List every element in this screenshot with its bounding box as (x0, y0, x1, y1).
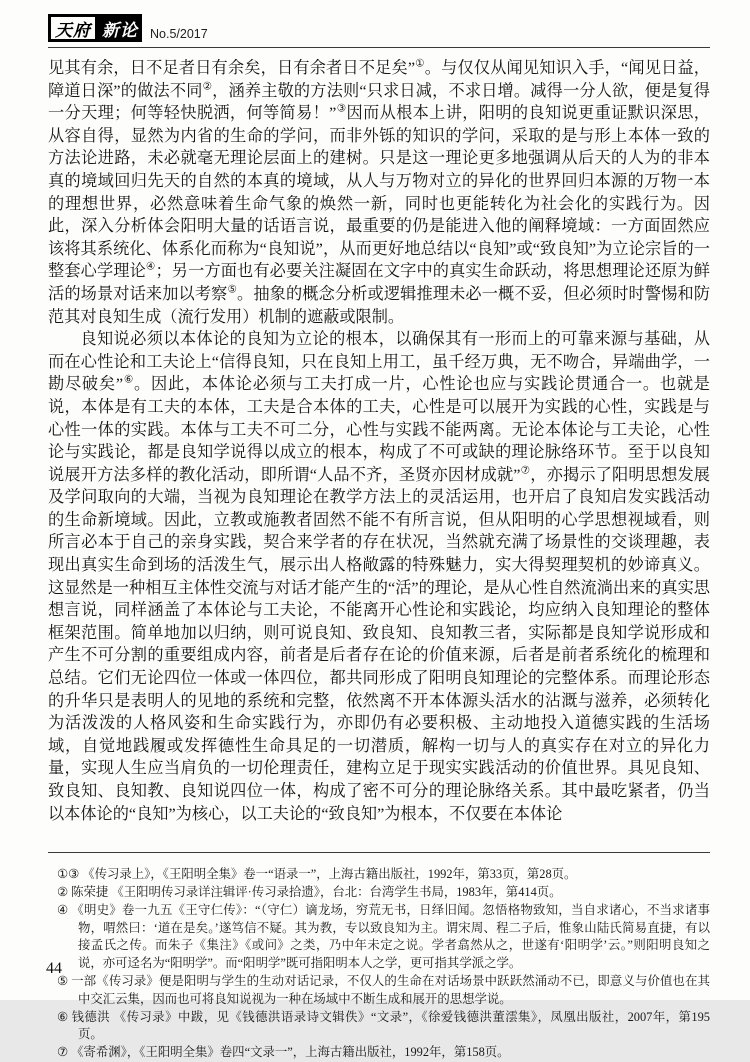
body-paragraph: 见其有余，日不足者日有余矣，日有余者日不足矣”①。与仅仅从闻见知识入手，“闻见日益，障道日深”的做法不同②，涵养主敬的方法则“只求日减，不求日增。减得一分人欲，便是复得一分天理；何等轻快脱洒，何等简易！”③因而从根本上讲，阳明的良知说更重证默识深思，从容自得，显然为内省的生命的学问，而非外铄的知识的学问，采取的是与形上本体一致的方法论进路，未必就毫无理论层面上的建树。只是这一理论更多地强调从后天的人为的非本真的境域回归先天的自然的本真的境域，从人与万物对立的异化的世界回归本源的万物一本的理想世界，必然意味着生命气象的焕然一新，同时也更能转化为社会化的实践行为。因此，深入分析体会阳明大量的话语言说，最重要的仍是能进入他的阐释境域：一方面固然应该将其系统化、体系化而称为“良知说”，从而更好地总结以“良知”或“致良知”为立论宗旨的一整套心学理论④；另一方面也有必要关注凝固在文字中的真实生命跃动，将思想理论还原为鲜活的场景对话来加以考察⑤。抽象的概念分析或逻辑推理未必一概不妥，但必须时时警惕和防范其对良知生成（流行发用）机制的遮蔽或限制。 (48, 58, 711, 326)
footnote-item (57, 866, 710, 884)
footnote-marker: ④ (57, 902, 69, 917)
footnote-text: 《明史》卷一九五《王守仁传》：“（守仁）谪龙场，穷荒无书，日绎旧闻。忽悟格物致知，当自求诸心，不当求诸事物，喟然曰：‘道在是矣。’遂笃信不疑。其为教，专以致良知为主。谓宋周、程二子后，惟象山陆氏简易直捷，有以接孟氏之传。而朱子《集注》《或问》之类，乃中年未定之说。学者翕然从之，世遂有‘阳明学’云。”则阳明良知之说，亦可迳名为“阳明学”。而“阳明学”既可指阳明本人之学，更可指其学派之学。 (71, 902, 710, 971)
journal-logo-tianfu: 天府 (48, 14, 98, 42)
footnote-text: 《传习录上》，《王阳明全集》卷一“语录一”，上海古籍出版社，1992年，第33页，第28页。 (82, 867, 577, 882)
body-paragraph: 良知说必须以本体论的良知为立论的根本，以确保其有一形而上的可靠来源与基础，从而在心性论和工夫论上“信得良知，只在良知上用工，虽千经万典，无不吻合，异端曲学，一勘尽破矣”⑥。因此，本体论必须与工夫打成一片，心性论也应与实践论贯通合一。也就是说，本体是有工夫的本体，工夫是合本体的工夫，心性是可以展开为实践的心性，实践是与心性一体的实践。本体与工夫不可二分，心性与实践不能两离。无论本体论与工夫论，心性论与实践论，都是良知学说得以成立的根本，构成了不可或缺的理论脉络环节。至于以良知说展开方法多样的教化活动，即所谓“人品不齐，圣贤亦因材成就”⑦，亦揭示了阳明思想发展及学问取向的大端，当视为良知理论在教学方法上的灵活运用，也开启了良知启发实践活动的生命新境域。因此，立教或施教者固然不能不有所言说，但从阳明的心学思想视域看，则所言必本于自己的亲身实践，契合来学者的存在状况，当然就充满了场景性的交谈理趣，表现出真实生命到场的活泼生气，展示出人格敞露的特殊魅力，实大得契理契机的妙谛真义。这显然是一种相互主体性交流与对话才能产生的“活”的理论，是从心性自然流淌出来的真实思想言说，同样涵盖了本体论与工夫论，不能离开心性论和实践论，均应纳入良知理论的整体框架范围。简单地加以归纳，则可说良知、致良知、良知教三者，实际都是良知学说形成和产生不可分割的重要组成内容，前者是后者存在论的价值来源，后者是前者系统化的梳理和总结。它们无论四位一体或一体四位，都共同形成了阳明良知理论的完整体系。而理论形态的升华只是表明人的见地的系统和完整，依然离不开本体源头活水的沾溉与滋养，必须转化为活泼泼的人格风姿和生命实践行为，亦即仍有必要积极、主动地投入道德实践的生活场域，自觉地践履或发挥德性生命具足的一切潜质，解构一切与人的真实存在对立的异化力量，实现人生应当肩负的一切伦理责任，建构立足于现实实践活动的价值世界。具见良知、致良知、良知教、良知说四位一体，构成了密不可分的理论脉络关系。其中最吃紧者，仍当以本体论的“良知”为核心，以工夫论的“致良知”为根本，不仅要在本体论 (48, 330, 710, 823)
footnote-text: 《寄希渊》，《王阳明全集》卷四“文录一”，上海古籍出版社，1992年，第158页。 (71, 1045, 510, 1060)
footnote-separator (48, 852, 710, 853)
footnote-item (57, 1009, 710, 1045)
footnote-item (57, 902, 710, 973)
footnote-marker: ⑤ (57, 973, 69, 988)
footnote-marker: ⑥ (57, 1009, 69, 1024)
issue-number: No.5/2017 (150, 27, 208, 41)
article-body (48, 57, 710, 825)
footnote-item (57, 884, 710, 902)
footnote-item (57, 1044, 710, 1062)
footnote-marker: ①③ (57, 867, 80, 882)
footnotes-section (48, 866, 710, 1062)
footnote-text: 陈荣捷 《王阳明传习录详注辑评·传习录拾遗》，台北：台湾学生书局，1983年，第414页。 (71, 884, 562, 899)
footnote-text: 钱德洪 《传习录》中跋，见《钱德洪语录诗文辑佚》“文录”，《徐爱钱德洪董澐集》，凤凰出版社，2007年，第195页。 (71, 1009, 710, 1042)
journal-logo-xinlun: 新论 (98, 14, 142, 42)
footnote-marker: ② (57, 884, 69, 899)
page-number: 44 (46, 960, 62, 977)
header-rule (48, 47, 710, 48)
footnote-item (57, 973, 710, 1009)
footnote-text: 一部《传习录》便是阳明与学生的生动对话记录，不仅人的生命在对话场景中跃跃然涌动不已，即意义与价值也在其中交汇云集，因而也可将良知说视为一种在场域中不断生成和展开的思想学说。 (71, 973, 711, 1006)
footnote-marker: ⑦ (57, 1045, 69, 1060)
page-header (48, 14, 710, 42)
